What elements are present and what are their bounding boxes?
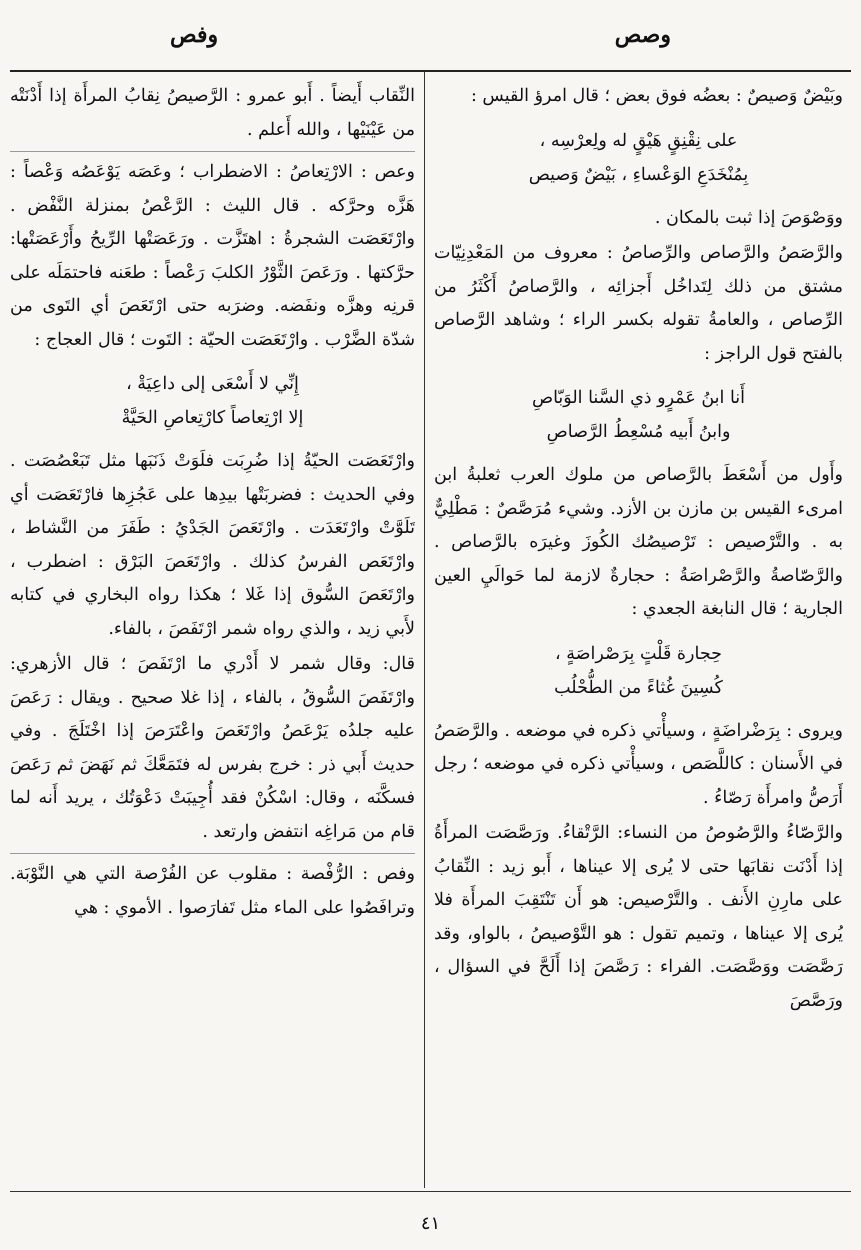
page-number: ٤١ bbox=[420, 1213, 441, 1234]
verse-line: وابنُ أَبيه مُسْعِطُ الرَّصاصِ bbox=[546, 422, 731, 442]
verse-line: حِجارة قَلْتٍ بِرَصْراصَةٍ ، bbox=[555, 643, 722, 664]
paragraph: والرَّصَصُ والرَّصاص والرِّصاصُ : معروف من المَعْدِنِيّات مشتق من ذلك لِتَداخُل أَجزائِه ، والرَّصاصُ أَكْثَرُ من الرِّصاص ، والعامةُ تقوله بكسر الراء ؛ وشاهد الرَّصاص بالفتح قول الراجز : bbox=[434, 243, 843, 364]
column-divider bbox=[424, 72, 425, 1188]
header-rule bbox=[10, 70, 851, 72]
paragraph: والرَّصّاءُ والرَّصُوصُ من النساء: الرَّتْقاءُ. ورَصَّصَت المرأَةُ إذا أَدْنَت نقابَها حتى لا يُرى إلا عيناها ، أَبو زيد : النِّقابُ على مارِنِ الأَنف . والتَّرْصيص: هو أَن تَنْتَقِبَ المرأَة فلا يُرى إلا عيناها ، وتميم تقول : هو التَّوْصيصُ ، بالواو، وقد رَصَّصَت ووَصَّصَت. الفراء : رَصَّصَ إذا أَلَحَّ في السؤال ، ورَصَّصَ bbox=[434, 823, 843, 1011]
paragraph: ووَصْوَصَ إذا ثبت بالمكان . bbox=[654, 207, 843, 228]
paragraph: وعص : الارْتِعاصُ : الاضطراب ؛ وعَصَه يَوْعَصُه وَعْصاً : هَزَّه وحرَّكه . قال الليث : الرَّعْصُ بمنزلة النَّفْض . وارْتَعَصَت الشجرةُ : اهتَزَّت . ورَعَصَتْها الرِّيحُ وأَرْعَصَتْها: حرَّكتها . ورَعَصَ الثَّوْرُ الكلبَ رَعْصاً : طعَنه فاحتمَلَه على قرنِه وهزَّه ونفَضه. وضرَبه حتى ارْتَعَصَ أي التَوى من شدّة الضَّرْب . وارْتَعَصَت الحيّة : التَوت ؛ قال العجاج : bbox=[10, 162, 415, 350]
verse bbox=[10, 367, 415, 435]
paragraph: وأَول من أَسْعَطَ بالرَّصاص من ملوك العرب ثعلبةُ ابن امرىء القيس بن مازن بن الأزد. وشيء مُرَصَّصٌ : مَطْلِيٌّ به . والتَّرْصيص : تَرْصيصُك الكُوزَ وغيرَه بالرَّصاص . والرَّصّاصةُ والرَّصْراصَةُ : حجارةٌ لازمة لما حَوالَيِ العين الجارية ؛ قال النابغة الجعدي : bbox=[434, 465, 843, 619]
right-headword: وصص bbox=[614, 22, 671, 48]
page-header bbox=[30, 22, 831, 58]
paragraph: وبَيْضٌ وَصيصٌ : بعضُه فوق بعض ؛ قال امرؤ القيس : bbox=[470, 86, 843, 106]
paragraph: وارْتَعَصَت الحيّةُ إذا ضُرِبَت فلَوَتْ ذَنَبَها مثل تَبَعْصُصَت . وفي الحديث : فضربَتْها بيدِها على عَجُزِها فارْتَعَصَت أي تَلَوَّتْ وارْتَعَدَت . وارْتَعَصَ الجَدْيُ : طَفَرَ من النَّشاط ، وارْتَعَص الفرسُ كذلك . وارْتَعَصَ البَرْق : اضطرب ، وارْتَعَصَ السُّوق إذا غَلا ؛ هكذا رواه البخاري في كتابه لأَبي زيد ، والذي رواه شمر ارْتَفَصَ ، بالفاء. bbox=[10, 451, 415, 639]
verse bbox=[434, 381, 843, 449]
verse-line: أَنا ابنُ عَمْرٍو ذي السَّنا الوَبّاصِ bbox=[531, 388, 746, 408]
verse-line: بِمُنْخَدَعِ الوَعْساءِ ، بَيْضٌ وَصيص bbox=[528, 164, 749, 185]
left-column bbox=[10, 80, 415, 1184]
verse-line: كُسِينَ غُثاءً من الطُّحْلُب bbox=[554, 677, 723, 698]
paragraph: قال: وقال شمر لا أَدْري ما ارْتَفَصَ ؛ قال الأزهري: وارْتَفَصَ السُّوقُ ، بالفاء ، إذا غلا صحيح . ويقال : رَعَصَ عليه جلدُه يَرْعَصُ وارْتَعَصَ واعْتَرَصَ إذا اخْتَلَجَ . وفي حديث أَبي ذر : خرج بفرس له فتَمَعَّكَ ثم نَهَضَ ثم رَعَصَ فسكَّنَه ، وقال: اسْكُنْ فقد أُجِيبَتْ دَعْوَتُك ، يريد أَنه لما قام من مَراغِه انتفض وارتعد . bbox=[10, 654, 415, 842]
paragraph: ويروى : بِرَضْراضَةٍ ، وسيأْتي ذكره في موضعه . والرَّصَصُ في الأَسنان : كاللَّصَص ، وسيأْتي ذكره في موضعه ؛ رجل أَرَصُّ وامرأَة رَصّاءُ . bbox=[434, 720, 843, 808]
paragraph: وفص : الرُّفْصة : مقلوب عن الفُرْصة التي هي النَّوْبَة. وترافَصُوا على الماء مثل تَفارَصوا . الأموي : هي bbox=[10, 864, 415, 918]
verse-line: على نِقْنِقٍ هَيْقٍ له ولِعرْسِه ، bbox=[539, 130, 738, 151]
verse-line: إِنِّي لا أَسْعَى إلى داعِيَةْ ، bbox=[126, 374, 299, 394]
entry-separator bbox=[10, 151, 415, 152]
verse-line: إلا ارْتِعاصاً كارْتِعاصِ الحَيَّةْ bbox=[121, 408, 304, 428]
verse bbox=[434, 637, 843, 705]
paragraph: النِّقاب أَيضاً . أَبو عمرو : الرَّصيصُ نِقابُ المرأَة إذا أَدْنَتْه من عَيْنَيْها ، والله أَعلم . bbox=[10, 86, 415, 140]
entry-separator bbox=[10, 853, 415, 854]
verse bbox=[434, 124, 843, 192]
footer-rule bbox=[10, 1191, 851, 1192]
left-headword: وفص bbox=[170, 22, 219, 48]
right-column bbox=[434, 80, 843, 1184]
